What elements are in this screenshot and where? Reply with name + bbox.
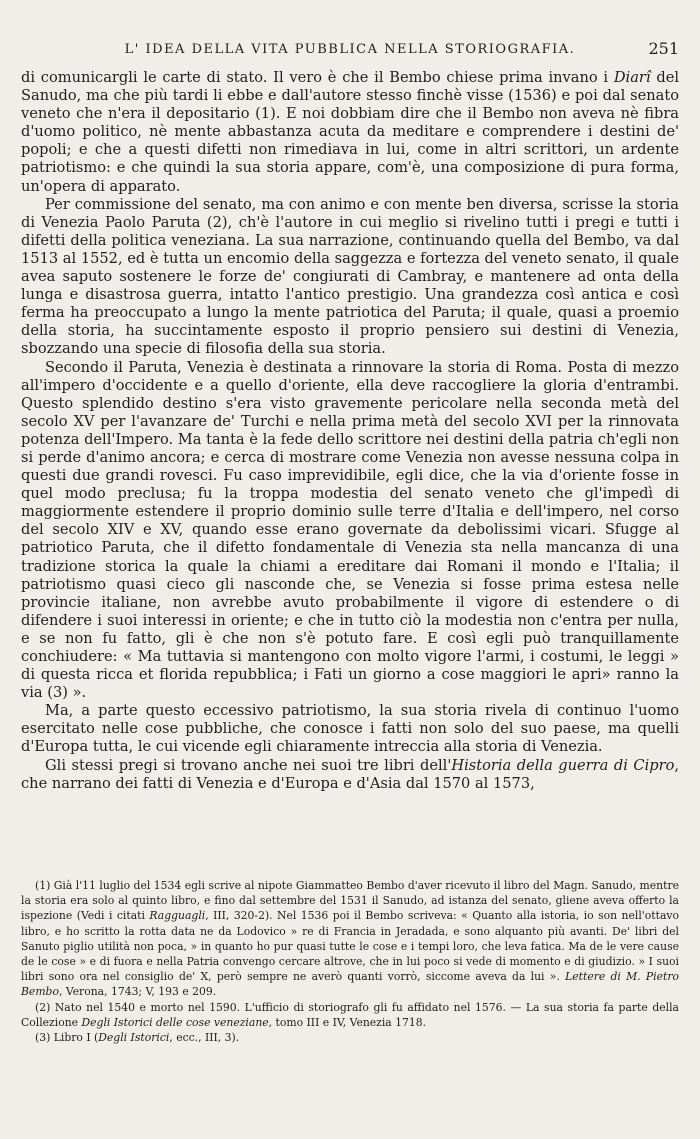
running-title: L' IDEA DELLA VITA PUBBLICA NELLA STORIOGRAFIA. [124,42,576,57]
footnotes [21,878,679,1045]
paragraph: Per commissione del senato, ma con animo e con mente ben diversa, scrisse la storia di Venezia Paolo Paruta (2), ch'è l'autore in cui meglio si rivelino tutti i pregi e tutti i difetti della politica veneziana. La sua narrazione, continuando quella del Bembo, va dal 1513 al 1552, ed è tutta un encomio della saggezza e fortezza del veneto senato, il quale avea saputo sostenere le forze de' congiurati di Cambray, e mantenere ad onta della lunga e disastrosa guerra, intatto l'antico prestigio. Una grandezza così antica e così ferma ha preoccupato a lungo la mente patriotica del Paruta; il quale, quasi a proemio della storia, ha succintamente esposto il proprio pensiero sui destini di Venezia, sbozzando una specie di filosofia della sua storia. [21,195,679,358]
paragraph: Secondo il Paruta, Venezia è destinata a rinnovare la storia di Roma. Posta di mezzo all'impero d'occidente e a quello d'oriente, ella deve raccogliere la gloria d'entrambi. Questo splendido destino s'era visto gravemente pericolare nella seconda metà del secolo XV per l'avanzare de' Turchi e nella prima metà del secolo XVI per la rinnovata potenza dell'Impero. Ma tanta è la fede dello scrittore nei destini della patria ch'egli non si perde d'animo ancora; e cerca di mostrare come Venezia non avesse nessuna colpa in questi due grandi rovesci. Fu caso imprevidibile, egli dice, che la via d'oriente fosse in quel modo preclusa; fu la troppa modestia del senato veneto che gl'impedì di maggiormente estendere il proprio dominio sulle terre d'Italia e dell'impero, nel corso del secolo XIV e XV, quando esse erano governate da debolissimi vicari. Sfugge al patriotico Paruta, che il difetto fondamentale di Venezia sta nella mancanza di una tradizione storica la quale la chiami a ereditare dai Romani il mondo e l'Italia; il patriotismo quasi cieco gli nasconde che, se Venezia si fosse prima estesa nelle provincie italiane, non avrebbe avuto probabilmente il vigore di estendere o di difendere i suoi interessi in oriente; e che in tutto ciò la modestia non c'entra per nulla, e se non fu fatto, gli è che non s'è potuto fare. E così egli può tranquillamente conchiudere: « Ma tuttavia si mantengono con molto vigore l'armi, i costumi, le leggi » di questa ricca et florida repubblica; i Fati un giorno a cose maggiori le apri» ranno la via (3) ». [21,358,679,702]
page-number: 251 [648,39,679,58]
footnote-1: (1) Già l'11 luglio del 1534 egli scrive al nipote Giammatteo Bembo d'aver ricevuto il libro del Magn. Sanudo, mentre la storia era solo al quinto libro, e fino dal settembre del 1531 il Sanudo, ad istanza del senato, gliene aveva offerto la ispezione (Vedi i citati Ragguagli, III, 320-2). Nel 1536 poi il Bembo scriveva: « Quanto alla istoria, io son nell'ottavo libro, e ho scritto la rotta data ne da Lodovico » re di Francia in Jeradada, e sono alquanto più avanti. De' libri del Sanuto piglio utilità non poca, » in quanto ho pur quasi tutte le cose e i tempi loro, che leva fatica. Ma de le vere cause de le cose » e di fuora e nella Patria convengo cercare altrove, che in lui poco si vede di momento e di giudizio. » I suoi libri sono ora nel consiglio de' X, però sempre ne averò quanti vorrò, siccome aveva da lui ». Lettere di M. Pietro Bembo, Verona, 1743; V, 193 e 209. [21,879,679,999]
body-text [21,69,679,793]
paragraph: di comunicargli le carte di stato. Il vero è che il Bembo chiese prima invano i Diarî del Sanudo, ma che più tardi li ebbe e dall'autore stesso finchè visse (1536) e poi dal senato veneto che n'era il depositario (1). E noi dobbiam dire che il Bembo non aveva nè fibra d'uomo politico, nè mente abbastanza acuta da meditare e comprendere i destini de' popoli; e che a questi difetti non rimediava in lui, come in altri scrittori, un ardente patriotismo: e che quindi la sua storia appare, com'è, una composizione di pura forma, un'opera di apparato. [21,69,679,195]
italic-title: Historia della guerra di Cipro [451,756,675,774]
footnote-3: (3) Libro I (Degli Istorici, ecc., III, 3). [35,1031,240,1045]
paragraph: Gli stessi pregi si trovano anche nei suoi tre libri dell'Historia della guerra di Cipro, che narrano dei fatti di Venezia e d'Europa e d'Asia dal 1570 al 1573, [21,756,679,792]
footnote-2: (2) Nato nel 1540 e morto nel 1590. L'ufficio di storiografo gli fu affidato nel 1576. — La sua storia fa parte della Collezione Degli Istorici delle cose veneziane, tomo III e IV, Venezia 1718. [21,1000,679,1029]
italic-title: Diarî [613,69,651,86]
running-head [21,39,679,64]
paragraph: Ma, a parte questo eccessivo patriotismo, la sua storia rivela di continuo l'uomo esercitato nelle cose pubbliche, che conosce i fatti non solo del suo paese, ma quelli d'Europa tutta, le cui vicende egli chiaramente intreccia alla storia di Venezia. [21,702,679,756]
